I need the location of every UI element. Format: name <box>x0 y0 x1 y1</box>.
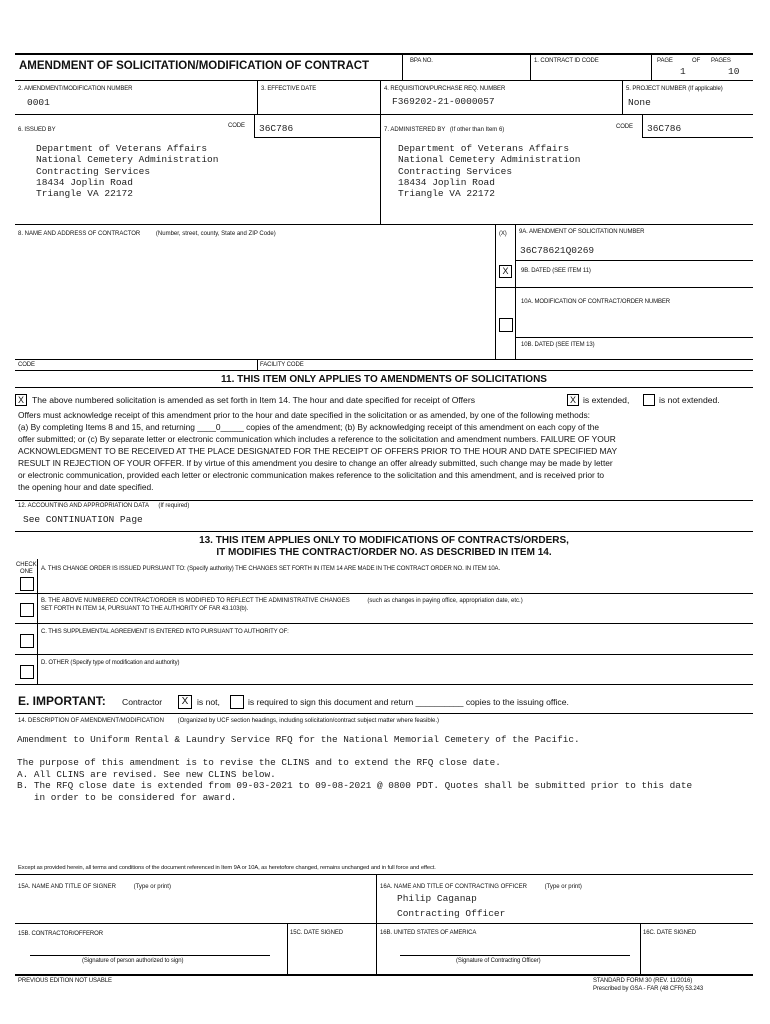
project-number-label: 5. PROJECT NUMBER (If applicable) <box>626 86 723 92</box>
standard-form-label: STANDARD FORM 30 (REV. 11/2016) <box>593 978 693 984</box>
item11-heading: 11. THIS ITEM ONLY APPLIES TO AMENDMENTS OF SOLICITATIONS <box>221 374 547 385</box>
issued-by-address <box>36 143 218 199</box>
of-label: OF <box>692 58 701 64</box>
admin-line: National Cemetery Administration <box>398 154 581 166</box>
is-required-checkbox[interactable] <box>230 695 244 709</box>
contractor-label <box>18 231 276 237</box>
code-label: CODE <box>18 362 35 368</box>
admin-line: 18434 Joplin Road <box>398 176 495 188</box>
contractor-label-text: 8. NAME AND ADDRESS OF CONTRACTOR <box>18 231 141 237</box>
issued-by-label: 6. ISSUED BY <box>18 127 56 133</box>
solicitation-number: 36C78621Q0269 <box>520 245 595 256</box>
item11-para-line: ACKNOWLEDGMENT TO BE RECEIVED AT THE PLACE DESIGNATED FOR THE RECEIPT OF OFFERS PRIOR TO THE HOUR AND DATE SPECIFIED MAY <box>18 446 618 456</box>
accounting-value: See CONTINUATION Page <box>23 514 143 525</box>
administered-by-note: (If other than Item 6) <box>449 127 505 133</box>
item13a-checkbox[interactable] <box>20 577 34 591</box>
requisition-label: 4. REQUISITION/PURCHASE REQ. NUMBER <box>384 86 506 92</box>
description-line: B. The RFQ close date is extended from 09-03-2021 to 09-08-2021 @ 0800 PDT. Quotes shall be submitted prior to this date <box>17 780 693 791</box>
contractor-signature-caption: (Signature of person authorized to sign) <box>82 958 184 964</box>
page-number: 1 <box>680 66 686 77</box>
signer-15a-note: (Type or print) <box>133 884 171 890</box>
item11-para-line: or electronic communication, provided each letter or electronic communication makes reference to the solicitation and this amendment, and is received prior to <box>18 470 605 480</box>
check-one-label-2: ONE <box>20 569 33 575</box>
signer-15a-label <box>18 884 171 890</box>
not-extended-checkbox[interactable] <box>643 394 655 406</box>
admin-code: 36C786 <box>647 123 682 134</box>
description-label-note: (Organized by UCF section headings, including solicitation/contract subject matter where feasible.) <box>177 718 440 724</box>
description-line: in order to be considered for award. <box>17 791 237 803</box>
item13c-text: C. THIS SUPPLEMENTAL AGREEMENT IS ENTERED INTO PURSUANT TO AUTHORITY OF: <box>41 629 289 635</box>
description-line: The purpose of this amendment is to revise the CLINS and to extend the RFQ close date. <box>17 757 501 768</box>
item13a-text: A. THIS CHANGE ORDER IS ISSUED PURSUANT TO: (Specify authority) THE CHANGES SET FORTH IN ITEM 14 ARE MADE IN THE CONTRACT ORDER NO. IN ITEM 10A. <box>41 566 501 572</box>
signer-16a-label <box>380 884 582 890</box>
pages-label: PAGES <box>711 58 731 64</box>
effective-date-label: 3. EFFECTIVE DATE <box>261 86 317 92</box>
issued-code: 36C786 <box>259 123 294 134</box>
issued-line: National Cemetery Administration <box>36 154 219 166</box>
amendment-number: 0001 <box>27 97 50 108</box>
item11-para-line: Offers must acknowledge receipt of this amendment prior to the hour and date specified in the solicitation or as amended, by one of the following methods: <box>18 410 590 420</box>
date-signed-16c-label: 16C. DATE SIGNED <box>643 930 696 936</box>
item10a-label: 10A. MODIFICATION OF CONTRACT/ORDER NUMBER <box>521 299 671 305</box>
accounting-label-text: 12. ACCOUNTING AND APPROPRIATION DATA <box>18 503 149 509</box>
x-column-label: (X) <box>499 231 507 237</box>
date-signed-15c-label: 15C. DATE SIGNED <box>290 930 343 936</box>
officer-signature-line[interactable] <box>400 940 630 955</box>
admin-line: Triangle VA 22172 <box>398 188 495 200</box>
issued-line: Department of Veterans Affairs <box>36 143 208 154</box>
previous-edition-note: PREVIOUS EDITION NOT USABLE <box>18 978 112 984</box>
contracting-officer-title: Contracting Officer <box>397 908 506 919</box>
item11-para-line: (a) By completing Items 8 and 15, and returning ____0_____ copies of the amendment; (b) By acknowledging receipt of this amendment on each copy of the <box>18 422 600 432</box>
accounting-label-note: (If required) <box>158 503 190 509</box>
description-label-text: 14. DESCRIPTION OF AMENDMENT/MODIFICATION <box>18 718 164 724</box>
item9-checkbox[interactable]: X <box>499 265 512 278</box>
issued-line: Contracting Services <box>36 165 151 177</box>
signer-15a-text: 15A. NAME AND TITLE OF SIGNER <box>18 884 116 890</box>
item13-heading-2: IT MODIFIES THE CONTRACT/ORDER NO. AS DESCRIBED IN ITEM 14. <box>216 547 552 558</box>
item13d-checkbox[interactable] <box>20 665 34 679</box>
item13b-checkbox[interactable] <box>20 603 34 617</box>
prescribed-by-label: Prescribed by GSA - FAR (48 CFR) 53.243 <box>593 986 704 992</box>
important-label: E. IMPORTANT: <box>18 694 106 708</box>
total-pages: 10 <box>728 66 740 77</box>
bpa-label: BPA NO. <box>410 58 433 64</box>
issued-line: 18434 Joplin Road <box>36 176 133 188</box>
contractor-offeror-label: 15B. CONTRACTOR/OFFEROR <box>18 931 103 937</box>
administered-by-text: 7. ADMINISTERED BY <box>384 127 446 133</box>
item11-para-line: the opening hour and date specified. <box>18 482 154 492</box>
form-title: AMENDMENT OF SOLICITATION/MODIFICATION OF CONTRACT <box>19 60 370 72</box>
item10-checkbox[interactable] <box>499 318 513 332</box>
requisition-number: F369202-21-0000057 <box>392 96 495 107</box>
extended-label: is extended, <box>583 395 630 405</box>
signer-16a-note: (Type or print) <box>544 884 582 890</box>
item13c-checkbox[interactable] <box>20 634 34 648</box>
admin-line: Department of Veterans Affairs <box>398 143 570 154</box>
contractor-signature-line[interactable] <box>30 940 270 955</box>
officer-signature-caption: (Signature of Contracting Officer) <box>456 958 541 964</box>
item9b-label: 9B. DATED (SEE ITEM 11) <box>521 268 591 274</box>
important-contractor: Contractor <box>122 697 163 707</box>
description-line: Amendment to Uniform Rental & Laundry Service RFQ for the National Memorial Cemetery of the Pacific. <box>17 734 580 745</box>
item10b-label: 10B. DATED (SEE ITEM 13) <box>521 342 595 348</box>
item11-para-line: RESULT IN REJECTION OF YOUR OFFER. If by virtue of this amendment you desire to change an offer already submitted, such change may be made by letter <box>18 458 613 468</box>
item11-para-line: offer submitted; or (c) By separate letter or electronic communication which includes a reference to the solicitation and amendment numbers. FAILURE OF YOUR <box>18 434 616 444</box>
extended-checkbox[interactable]: X <box>567 394 579 406</box>
item13b-text-2: SET FORTH IN ITEM 14, PURSUANT TO THE AUTHORITY OF FAR 43.103(b). <box>41 606 249 612</box>
administered-by-label <box>384 127 504 133</box>
item13b-line1: B. THE ABOVE NUMBERED CONTRACT/ORDER IS MODIFIED TO REFLECT THE ADMINISTRATIVE CHANGES <box>41 598 350 604</box>
united-states-label: 16B. UNITED STATES OF AMERICA <box>380 930 477 936</box>
issued-line: Triangle VA 22172 <box>36 188 133 200</box>
item13b-text-1 <box>41 598 523 604</box>
contractor-label-note: (Number, street, county, State and ZIP Code) <box>155 231 276 237</box>
facility-code-label: FACILITY CODE <box>260 362 304 368</box>
item11-instructions <box>18 409 617 493</box>
item11-checkbox[interactable]: X <box>15 394 27 406</box>
is-not-checkbox[interactable]: X <box>178 695 192 709</box>
contracting-officer-name: Philip Caganap <box>397 893 477 904</box>
solicitation-number-label: 9A. AMENDMENT OF SOLICITATION NUMBER <box>519 229 645 235</box>
admin-code-label: CODE <box>616 124 633 130</box>
not-extended-label: is not extended. <box>659 395 720 405</box>
description-body <box>17 734 692 803</box>
amendment-number-label: 2. AMENDMENT/MODIFICATION NUMBER <box>18 86 133 92</box>
check-one-label-1: CHECK <box>16 562 37 568</box>
important-rest: is required to sign this document and return __________ copies to the issuing office. <box>248 697 569 707</box>
description-line: A. All CLINS are revised. See new CLINS below. <box>17 768 276 780</box>
item13b-note: (such as changes in paying office, appropriation date, etc.) <box>367 598 523 604</box>
description-line <box>17 746 692 758</box>
administered-by-address <box>398 143 580 199</box>
admin-line: Contracting Services <box>398 165 513 177</box>
item13d-text: D. OTHER (Specify type of modification and authority) <box>41 660 180 666</box>
issued-code-label: CODE <box>228 123 245 129</box>
description-label <box>18 718 439 724</box>
page-label: PAGE <box>657 58 673 64</box>
project-number: None <box>628 97 651 108</box>
accounting-label <box>18 503 189 509</box>
item11-line1: The above numbered solicitation is amended as set forth in Item 14. The hour and date specified for receipt of Offers <box>32 395 475 405</box>
except-provided-text: Except as provided herein, all terms and conditions of the document referenced in Item 9A or 10A, as heretofore changed, remains unchanged and in full force and effect. <box>18 865 436 871</box>
signer-16a-text: 16A. NAME AND TITLE OF CONTRACTING OFFICER <box>380 884 527 890</box>
item13-heading-1: 13. THIS ITEM APPLIES ONLY TO MODIFICATIONS OF CONTRACTS/ORDERS, <box>199 535 569 546</box>
important-is-not: is not, <box>197 697 220 707</box>
contract-id-label: 1. CONTRACT ID CODE <box>534 58 599 64</box>
